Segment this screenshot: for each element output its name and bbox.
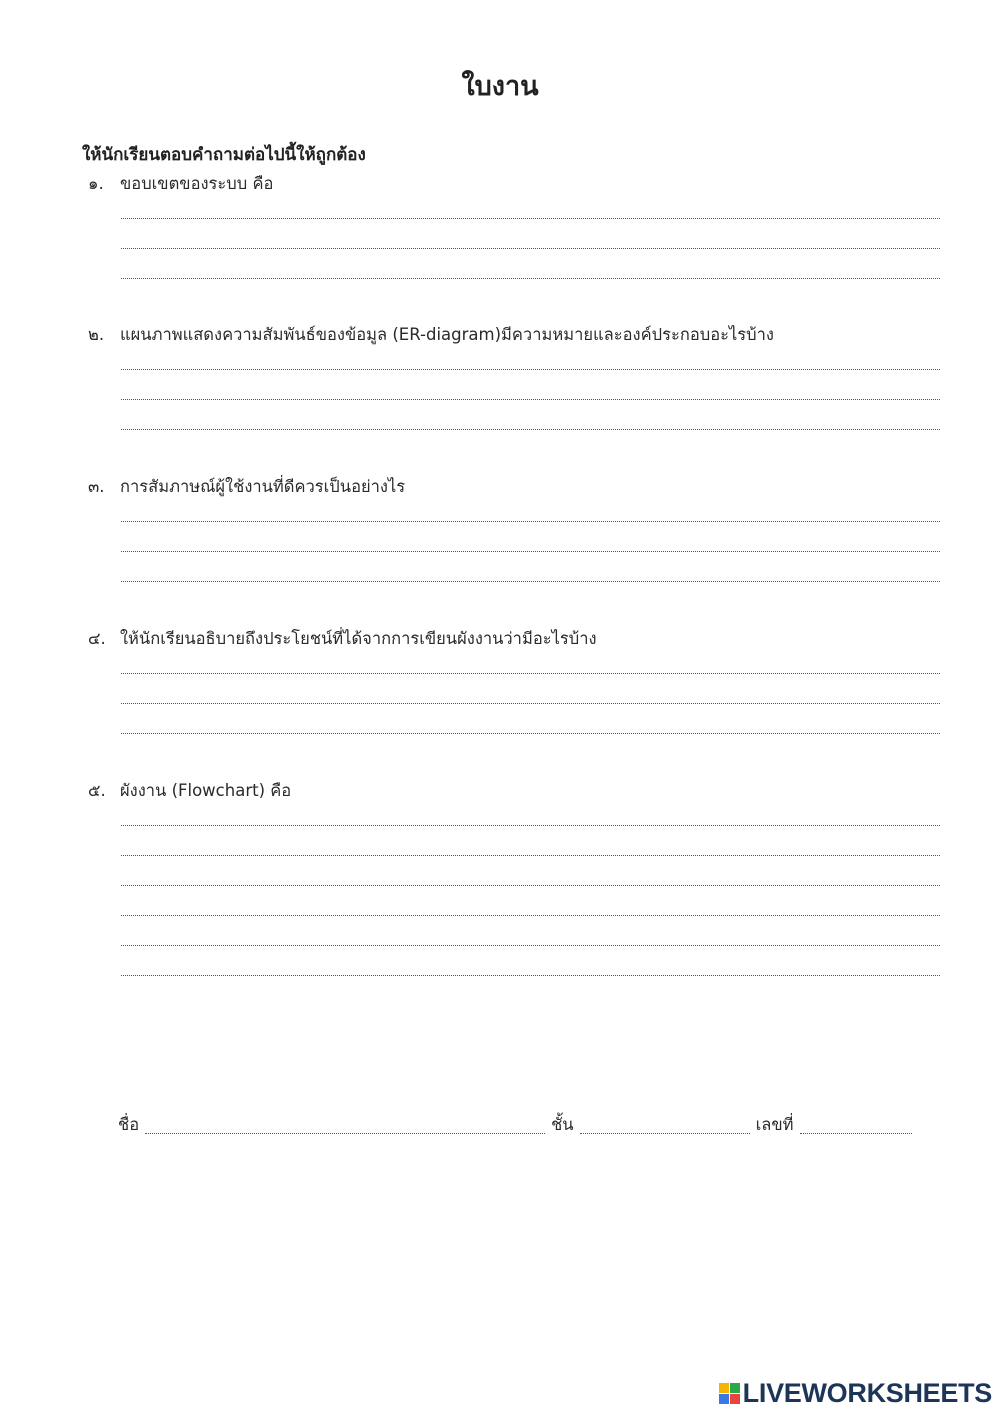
answer-line[interactable] [121, 975, 940, 976]
answer-line[interactable] [121, 429, 940, 430]
question-text: การสัมภาษณ์ผู้ใช้งานที่ดีควรเป็นอย่างไร [120, 477, 406, 496]
answer-line[interactable] [121, 218, 940, 219]
number-label: เลขที่ [755, 1115, 794, 1134]
class-label: ชั้น [551, 1115, 574, 1134]
brand-logo-icon [719, 1383, 740, 1404]
answer-line[interactable] [121, 521, 940, 522]
answer-line[interactable] [121, 673, 940, 674]
answer-line[interactable] [121, 278, 940, 279]
question-5 [88, 779, 940, 976]
question-text: แผนภาพแสดงความสัมพันธ์ของข้อมูล (ER-diagram)มีความหมายและองค์ประกอบอะไรบ้าง [120, 325, 774, 344]
brand-logo-square [719, 1394, 729, 1404]
question-number: ๔. [88, 629, 106, 648]
answer-line[interactable] [121, 581, 940, 582]
answer-line[interactable] [121, 703, 940, 704]
student-info-row [118, 1112, 918, 1138]
question-3 [88, 475, 940, 582]
answer-line[interactable] [121, 885, 940, 886]
page-title: ใบงาน [461, 71, 539, 102]
name-label: ชื่อ [118, 1115, 140, 1134]
brand-text: LIVEWORKSHEETS [742, 1378, 992, 1408]
answer-line[interactable] [121, 399, 940, 400]
number-field[interactable] [800, 1133, 912, 1134]
question-4 [88, 627, 940, 734]
answer-line[interactable] [121, 369, 940, 370]
class-field[interactable] [580, 1133, 750, 1134]
answer-line[interactable] [121, 733, 940, 734]
name-field[interactable] [145, 1133, 545, 1134]
question-text: ให้นักเรียนอธิบายถึงประโยชน์ที่ได้จากการเขียนผังงานว่ามีอะไรบ้าง [120, 629, 597, 648]
answer-line[interactable] [121, 855, 940, 856]
question-2 [88, 323, 940, 430]
question-1 [88, 172, 940, 279]
brand-logo-square [730, 1394, 740, 1404]
answer-line[interactable] [121, 915, 940, 916]
liveworksheets-logo [719, 1378, 992, 1409]
question-number: ๕. [88, 781, 106, 800]
question-text: ผังงาน (Flowchart) คือ [120, 781, 292, 800]
question-number: ๑. [88, 174, 104, 193]
question-number: ๓. [88, 477, 105, 496]
question-text: ขอบเขตของระบบ คือ [120, 174, 274, 193]
question-number: ๒. [88, 325, 105, 344]
answer-line[interactable] [121, 945, 940, 946]
answer-line[interactable] [121, 551, 940, 552]
answer-line[interactable] [121, 825, 940, 826]
instruction-text: ให้นักเรียนตอบคำถามต่อไปนี้ให้ถูกต้อง [82, 145, 366, 165]
brand-logo-square [719, 1383, 729, 1393]
answer-line[interactable] [121, 248, 940, 249]
brand-logo-square [730, 1383, 740, 1393]
